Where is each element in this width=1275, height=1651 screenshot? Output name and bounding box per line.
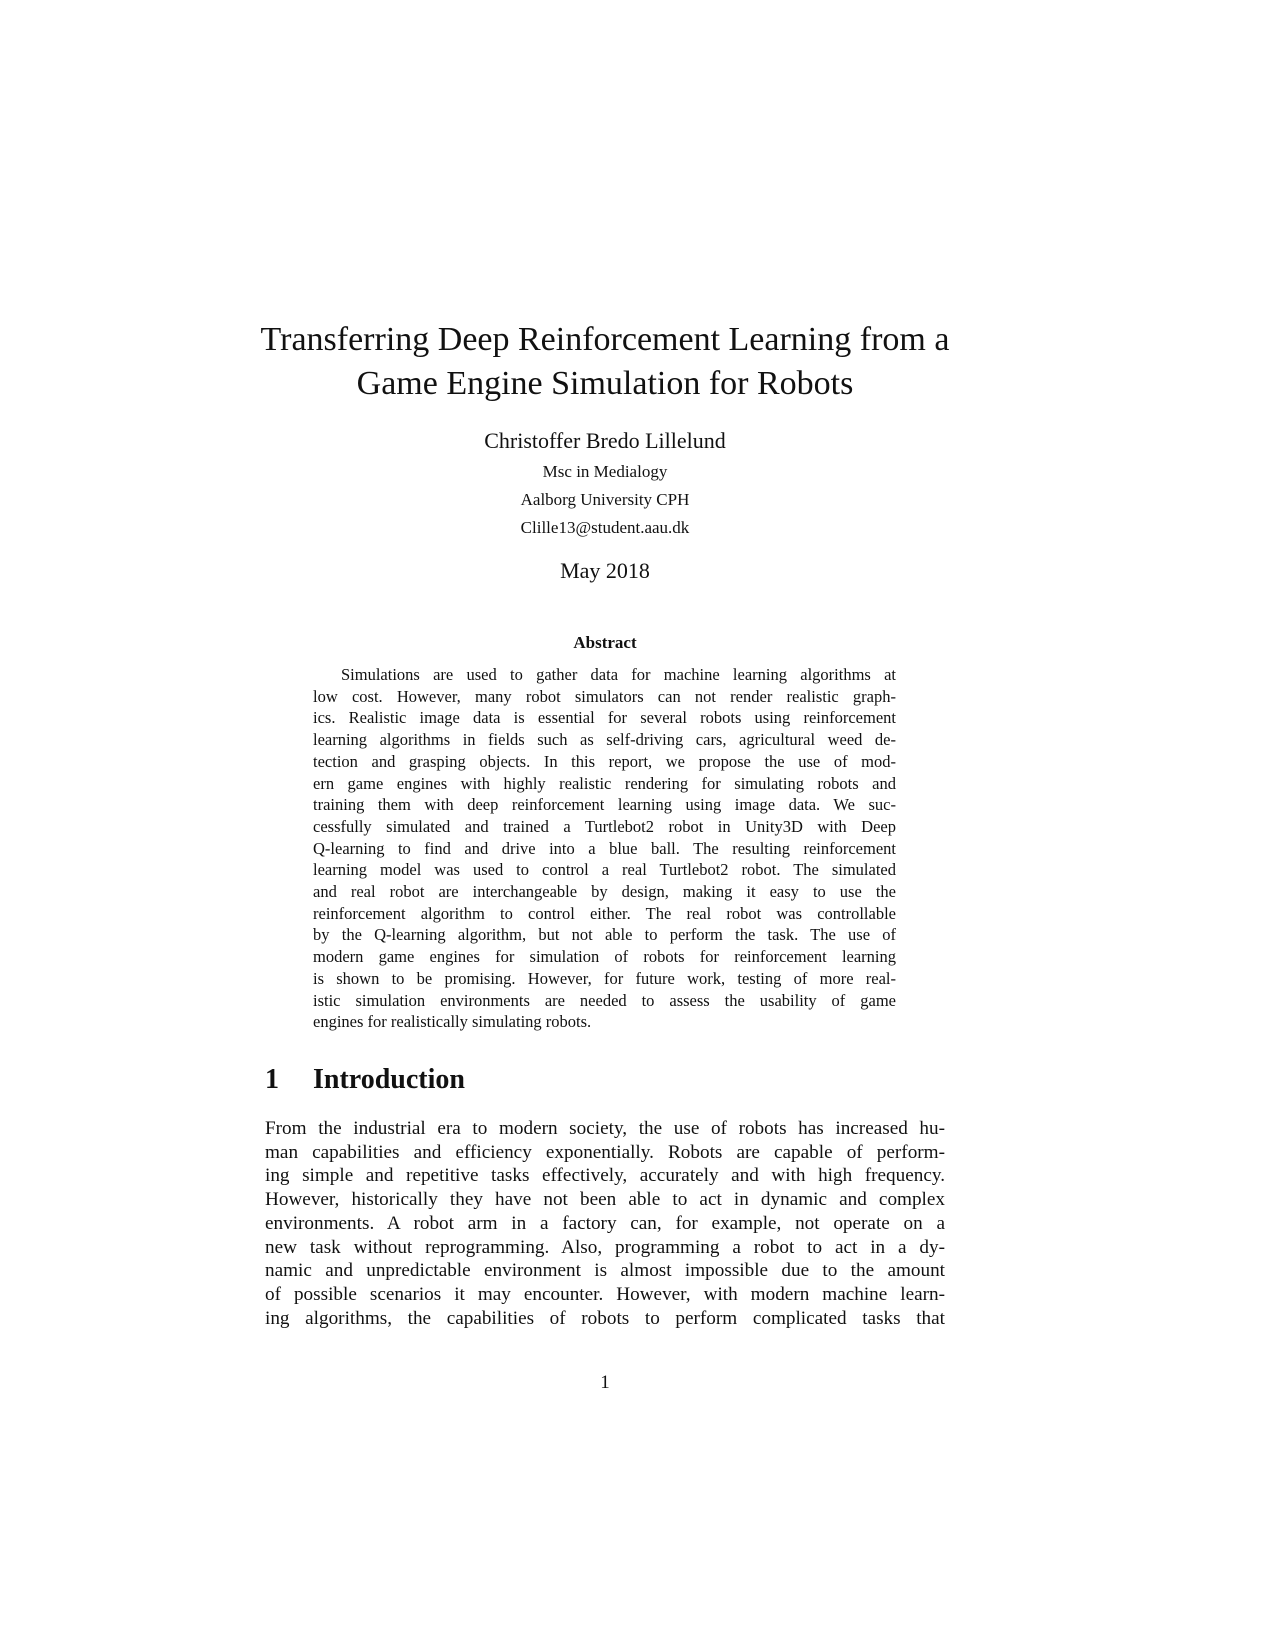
text-line: is shown to be promising. However, for future work, testing of more real- xyxy=(313,968,896,988)
affiliation xyxy=(0,458,1210,542)
email: Clille13@student.aau.dk xyxy=(520,518,690,537)
text-line: cessfully simulated and trained a Turtlebot2 robot in Unity3D with Deep xyxy=(313,816,896,836)
section-title: Introduction xyxy=(313,1064,465,1095)
text-line: ern game engines with highly realistic rendering for simulating robots and xyxy=(313,773,896,793)
text-line: From the industrial era to modern society, the use of robots has increased hu- xyxy=(265,1118,945,1139)
text-line: However, historically they have not been able to act in dynamic and complex xyxy=(265,1189,945,1211)
text-line: Simulations are used to gather data for machine learning algorithms at xyxy=(341,665,896,684)
program: Msc in Medialogy xyxy=(542,462,668,481)
text-line: new task without reprogramming. Also, programming a robot to act in a dy- xyxy=(265,1236,945,1258)
text-line: ing algorithms, the capabilities of robots to perform complicated tasks that xyxy=(265,1307,945,1329)
intro-body xyxy=(265,1117,945,1330)
university: Aalborg University CPH xyxy=(520,490,690,509)
author-name: Christoffer Bredo Lillelund xyxy=(484,428,726,453)
abstract-body xyxy=(313,664,896,1033)
section-number: 1 xyxy=(265,1064,279,1095)
title-line: Game Engine Simulation for Robots xyxy=(356,365,854,402)
title-line: Transferring Deep Reinforcement Learning from a xyxy=(260,321,950,358)
section-heading xyxy=(265,1064,465,1096)
date: May 2018 xyxy=(560,558,650,583)
text-line: man capabilities and efficiency exponentially. Robots are capable of perform- xyxy=(265,1141,945,1163)
text-line: ing simple and repetitive tasks effectively, accurately and with high frequency. xyxy=(265,1165,945,1187)
text-line: and real robot are interchangeable by design, making it easy to use the xyxy=(313,882,896,902)
paper-title xyxy=(0,318,1210,406)
page-number: 1 xyxy=(600,1372,610,1393)
text-line: istic simulation environments are needed to assess the usability of game xyxy=(313,990,896,1010)
abstract-heading: Abstract xyxy=(573,633,637,652)
text-line: ics. Realistic image data is essential for several robots using reinforcement xyxy=(313,708,896,728)
text-line: Q-learning to find and drive into a blue ball. The resulting reinforcement xyxy=(313,838,896,858)
text-line: low cost. However, many robot simulators can not render realistic graph- xyxy=(313,686,896,706)
text-line: environments. A robot arm in a factory can, for example, not operate on a xyxy=(265,1212,945,1234)
text-line: engines for realistically simulating robots. xyxy=(313,1012,592,1032)
text-line: learning algorithms in fields such as self-driving cars, agricultural weed de- xyxy=(313,730,896,750)
text-line: training them with deep reinforcement learning using image data. We suc- xyxy=(313,795,896,815)
text-line: modern game engines for simulation of robots for reinforcement learning xyxy=(313,947,896,967)
text-line: reinforcement algorithm to control either. The real robot was controllable xyxy=(313,903,896,923)
text-line: namic and unpredictable environment is almost impossible due to the amount xyxy=(265,1260,945,1282)
text-line: learning model was used to control a real Turtlebot2 robot. The simulated xyxy=(313,860,896,880)
text-line: of possible scenarios it may encounter. However, with modern machine learn- xyxy=(265,1283,945,1305)
text-line: tection and grasping objects. In this report, we propose the use of mod- xyxy=(313,751,896,771)
text-line: by the Q-learning algorithm, but not able to perform the task. The use of xyxy=(313,925,896,945)
